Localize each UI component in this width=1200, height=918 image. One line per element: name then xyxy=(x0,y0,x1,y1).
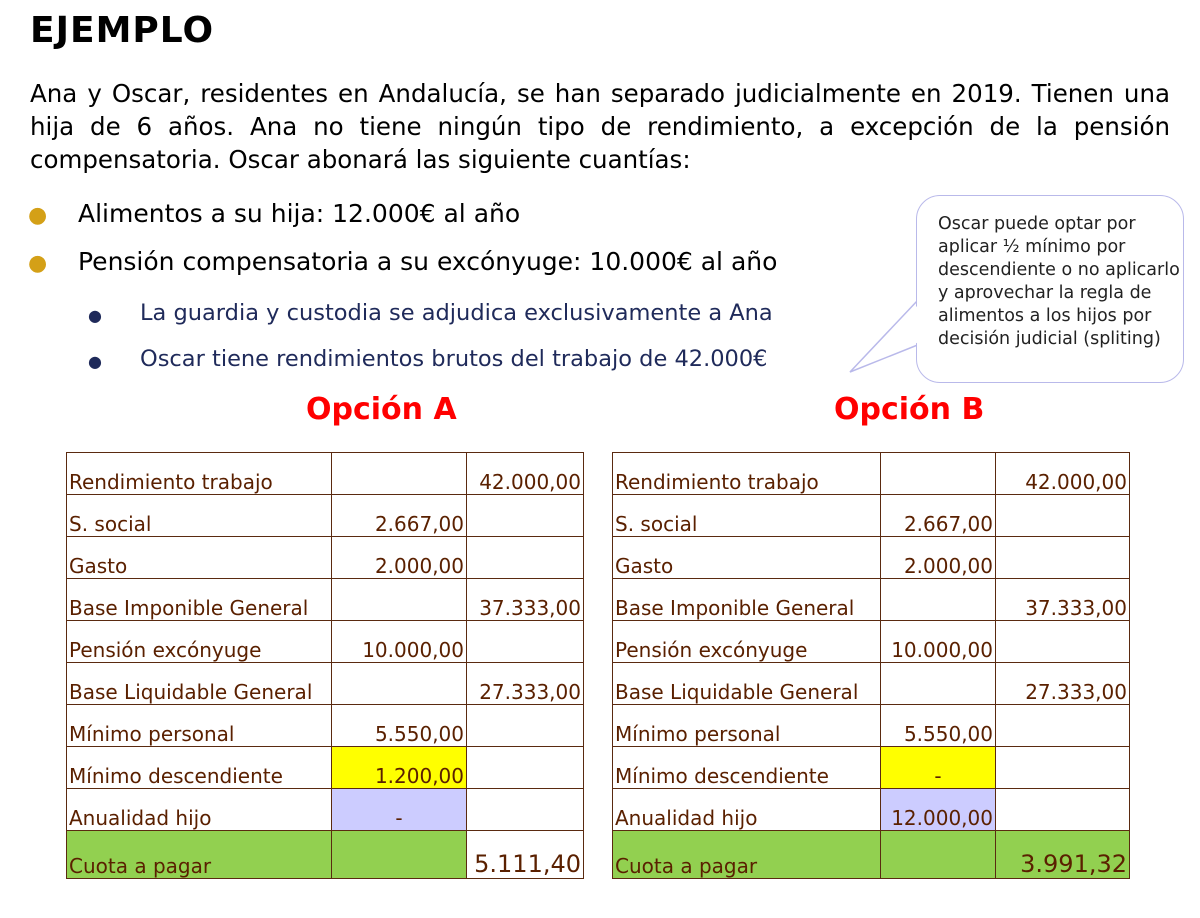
table-row xyxy=(613,789,1130,831)
table-row xyxy=(67,789,584,831)
cell-value xyxy=(467,747,584,789)
row-label: S. social xyxy=(613,495,881,537)
cell-value: 37.333,00 xyxy=(996,579,1130,621)
highlighted-cell: 12.000,00 xyxy=(881,789,996,831)
cell-value xyxy=(996,705,1130,747)
table-row xyxy=(613,747,1130,789)
row-label: Mínimo personal xyxy=(613,705,881,747)
table-row xyxy=(613,579,1130,621)
total-value: 5.111,40 xyxy=(467,831,584,879)
cell-value: 2.000,00 xyxy=(332,537,467,579)
highlighted-cell: - xyxy=(881,747,996,789)
row-label: Mínimo personal xyxy=(67,705,332,747)
table-row xyxy=(613,495,1130,537)
row-label: Anualidad hijo xyxy=(613,789,881,831)
cell-value xyxy=(467,621,584,663)
cell-value xyxy=(996,789,1130,831)
cell-value: 27.333,00 xyxy=(467,663,584,705)
bullet-item: Pensión compensatoria a su excónyuge: 10.000€ al año xyxy=(78,247,778,276)
total-row xyxy=(67,831,584,879)
cell-value: 37.333,00 xyxy=(467,579,584,621)
bullet-dot-icon: ● xyxy=(28,203,48,228)
cell-value: 10.000,00 xyxy=(881,621,996,663)
row-label: Gasto xyxy=(613,537,881,579)
cell-value xyxy=(332,663,467,705)
table-row xyxy=(67,663,584,705)
cell-value xyxy=(996,747,1130,789)
cell-value: 42.000,00 xyxy=(996,453,1130,495)
subbullet-item: La guardia y custodia se adjudica exclusivamente a Ana xyxy=(140,300,773,326)
table-row xyxy=(67,705,584,747)
cell-value xyxy=(996,621,1130,663)
bullet-dot-icon: ● xyxy=(28,251,48,276)
row-label: Mínimo descendiente xyxy=(613,747,881,789)
cell-value xyxy=(332,831,467,879)
table-row xyxy=(613,537,1130,579)
cell-value xyxy=(996,537,1130,579)
cell-value: 5.550,00 xyxy=(881,705,996,747)
row-label: S. social xyxy=(67,495,332,537)
table-row xyxy=(67,621,584,663)
cell-value xyxy=(881,453,996,495)
row-label: Cuota a pagar xyxy=(613,831,881,879)
cell-value xyxy=(467,537,584,579)
subbullet-dot-icon: ● xyxy=(88,352,102,371)
table-row xyxy=(67,579,584,621)
subbullet-item: Oscar tiene rendimientos brutos del trabajo de 42.000€ xyxy=(140,346,768,372)
row-label: Base Liquidable General xyxy=(67,663,332,705)
table-option-a xyxy=(66,452,584,879)
cell-value xyxy=(881,579,996,621)
cell-value: 42.000,00 xyxy=(467,453,584,495)
cell-value xyxy=(467,705,584,747)
table-row xyxy=(613,453,1130,495)
row-label: Gasto xyxy=(67,537,332,579)
row-label: Base Liquidable General xyxy=(613,663,881,705)
row-label: Base Imponible General xyxy=(613,579,881,621)
cell-value: 2.667,00 xyxy=(881,495,996,537)
table-row xyxy=(67,495,584,537)
option-b-label: Opción B xyxy=(834,392,985,427)
option-a-label: Opción A xyxy=(306,392,457,427)
cell-value: 27.333,00 xyxy=(996,663,1130,705)
cell-value: 5.550,00 xyxy=(332,705,467,747)
cell-value: 2.000,00 xyxy=(881,537,996,579)
row-label: Anualidad hijo xyxy=(67,789,332,831)
cell-value: 2.667,00 xyxy=(332,495,467,537)
table-row xyxy=(613,621,1130,663)
page-title: EJEMPLO xyxy=(30,10,215,51)
row-label: Mínimo descendiente xyxy=(67,747,332,789)
row-label: Rendimiento trabajo xyxy=(67,453,332,495)
table-row xyxy=(67,747,584,789)
row-label: Cuota a pagar xyxy=(67,831,332,879)
table-row xyxy=(613,705,1130,747)
cell-value: 10.000,00 xyxy=(332,621,467,663)
cell-value xyxy=(467,495,584,537)
callout-text: Oscar puede optar por aplicar ½ mínimo por descendiente o no aplicarlo y aprovechar la regla de alimentos a los hijos por decisión judicial (spliting) xyxy=(938,214,1180,349)
highlighted-cell: 1.200,00 xyxy=(332,747,467,789)
bullet-item: Alimentos a su hija: 12.000€ al año xyxy=(78,199,521,228)
table-row xyxy=(67,537,584,579)
table-option-b xyxy=(612,452,1130,879)
row-label: Base Imponible General xyxy=(67,579,332,621)
cell-value xyxy=(467,789,584,831)
cell-value xyxy=(881,831,996,879)
cell-value xyxy=(996,495,1130,537)
row-label: Rendimiento trabajo xyxy=(613,453,881,495)
intro-paragraph: Ana y Oscar, residentes en Andalucía, se han separado judicialmente en 2019. Tienen una hija de 6 años. Ana no tiene ningún tipo de rendimiento, a excepción de la pensión compensatoria. Oscar abonará las siguiente cuantías: xyxy=(30,79,1170,174)
subbullet-dot-icon: ● xyxy=(88,306,102,325)
row-label: Pensión excónyuge xyxy=(67,621,332,663)
total-value: 3.991,32 xyxy=(996,831,1130,879)
table-row xyxy=(613,663,1130,705)
cell-value xyxy=(332,453,467,495)
row-label: Pensión excónyuge xyxy=(613,621,881,663)
total-row xyxy=(613,831,1130,879)
table-row xyxy=(67,453,584,495)
highlighted-cell: - xyxy=(332,789,467,831)
cell-value xyxy=(332,579,467,621)
cell-value xyxy=(881,663,996,705)
